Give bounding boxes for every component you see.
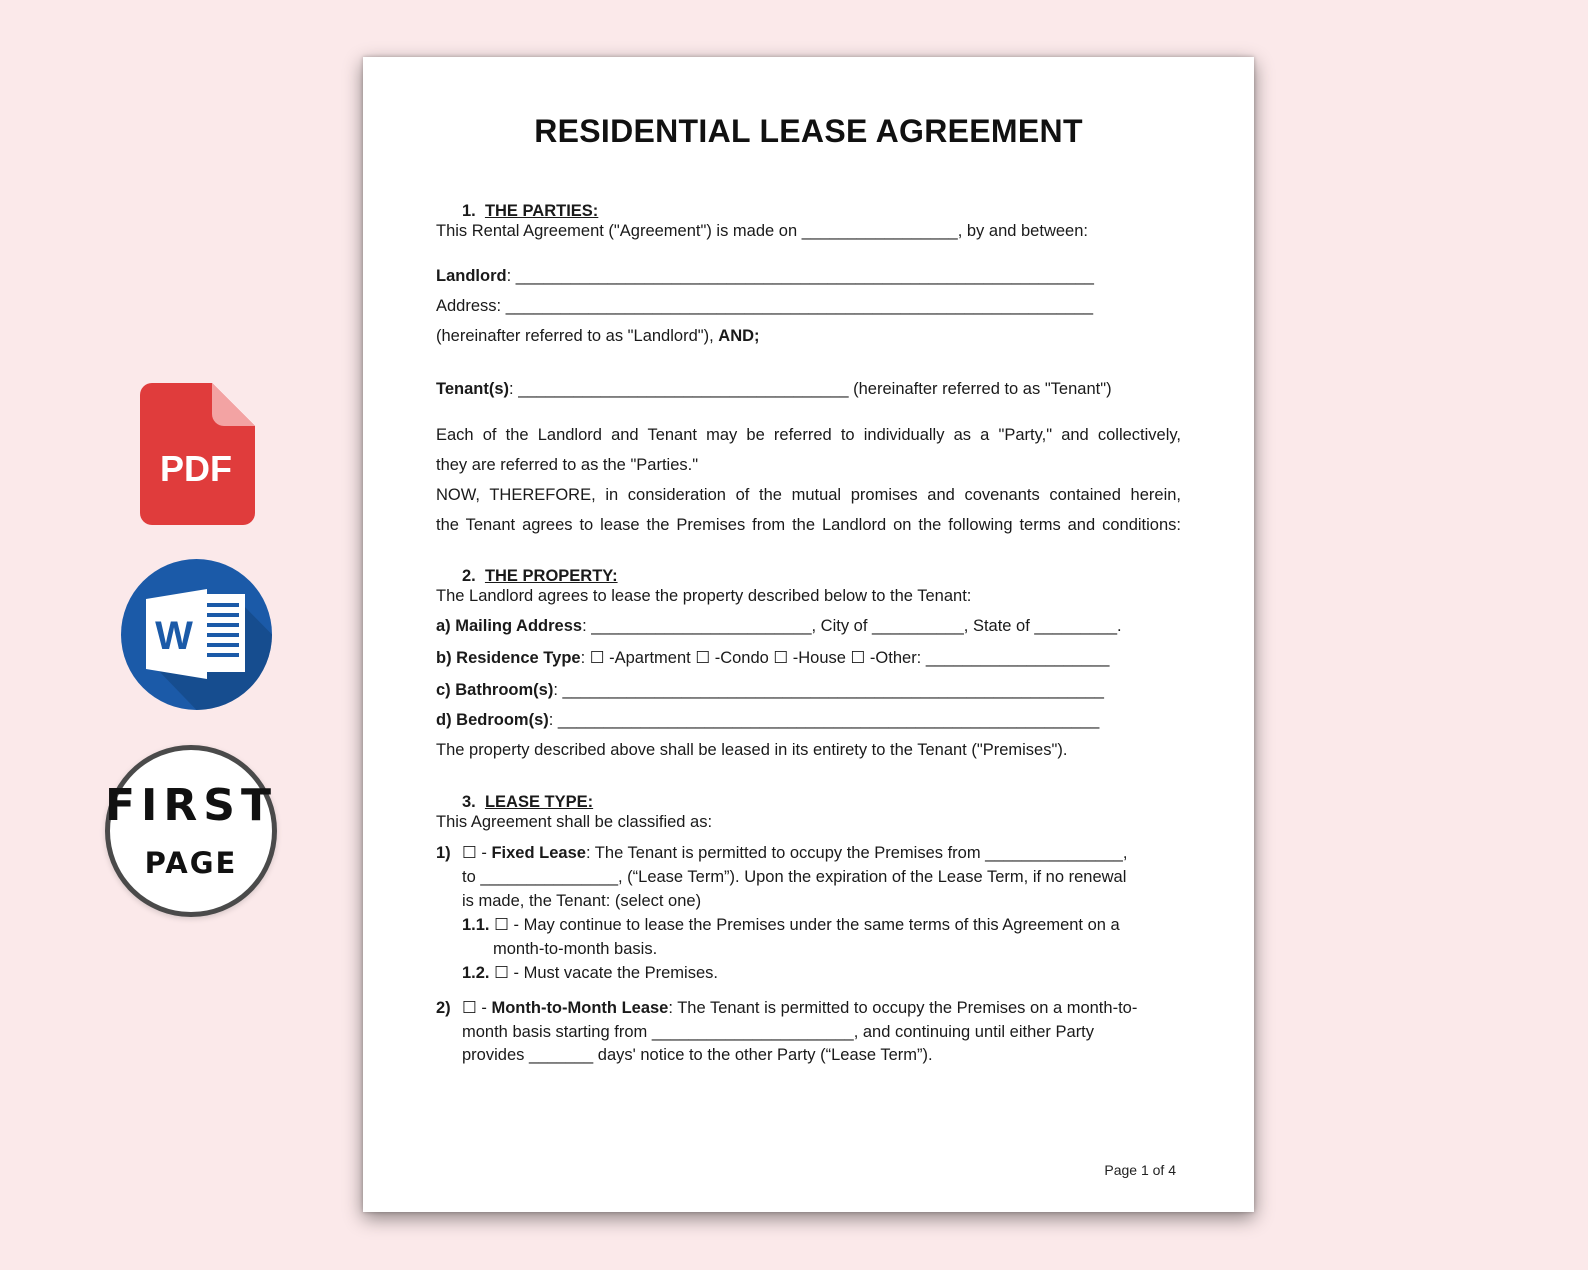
section-1-title: THE PARTIES: xyxy=(484,202,599,220)
bathrooms-blank: : ___________________________________________________________ xyxy=(553,681,1104,699)
mailing-address-label: a) Mailing Address xyxy=(436,617,583,635)
section-3-title: LEASE TYPE: xyxy=(484,793,594,811)
month-lease-checkbox[interactable]: ☐ - xyxy=(462,999,492,1017)
landlord-reference-text: (hereinafter referred to as "Landlord"), xyxy=(436,327,719,345)
and-text: AND; xyxy=(718,327,760,345)
first-page-badge xyxy=(105,745,277,917)
option-1-1-number: 1.1. xyxy=(462,916,490,934)
month-lease-line2: month basis starting from ______________________, and continuing until either Party xyxy=(462,1023,1095,1041)
section-1-heading xyxy=(462,201,598,221)
item-1-number: 1) xyxy=(436,844,451,862)
page-number: Page 1 of 4 xyxy=(1104,1162,1176,1178)
option-1-1-text[interactable]: ☐ - May continue to lease the Premises under the same terms of this Agreement on a xyxy=(489,916,1120,934)
landlord-field xyxy=(436,266,1094,286)
bathrooms-field xyxy=(436,680,1104,700)
mailing-address-blank: : ________________________, City of __________, State of _________. xyxy=(582,617,1122,635)
month-lease-label: Month-to-Month Lease xyxy=(491,999,669,1017)
residence-type-field xyxy=(436,648,1109,668)
section-2-intro: The Landlord agrees to lease the property described below to the Tenant: xyxy=(436,587,972,605)
tenant-blank: : ____________________________________ (hereinafter referred to as "Tenant") xyxy=(509,380,1112,398)
premises-statement: The property described above shall be leased in its entirety to the Tenant ("Premises"). xyxy=(436,741,1068,759)
mailing-address-field xyxy=(436,616,1122,636)
item-2-number: 2) xyxy=(436,999,451,1017)
option-1-2-text[interactable]: ☐ - Must vacate the Premises. xyxy=(489,964,718,982)
fixed-lease-checkbox[interactable]: ☐ - xyxy=(462,844,492,862)
document-title: RESIDENTIAL LEASE AGREEMENT xyxy=(534,113,1083,149)
fixed-lease-line2: to _______________, (“Lease Term”). Upon the expiration of the Lease Term, if no renewal xyxy=(462,868,1127,886)
document-page xyxy=(363,57,1254,1212)
section-2-number: 2. xyxy=(462,567,476,585)
landlord-label: Landlord xyxy=(436,267,507,285)
section-3-number: 3. xyxy=(462,793,476,811)
first-badge-line1: FIRST xyxy=(105,780,278,831)
landlord-reference xyxy=(436,326,760,346)
bedrooms-field xyxy=(436,710,1099,730)
parties-paragraph-line2: they are referred to as the "Parties." xyxy=(436,456,699,474)
residence-type-options: : ☐ -Apartment ☐ -Condo ☐ -House ☐ -Other: ____________________ xyxy=(580,649,1110,667)
therefore-paragraph-line2: the Tenant agrees to lease the Premises from the Landlord on the following terms and conditions: xyxy=(436,516,1181,534)
section-1-number: 1. xyxy=(462,202,476,220)
month-lease-text: : The Tenant is permitted to occupy the Premises on a month-to- xyxy=(668,999,1138,1017)
option-1-2-number: 1.2. xyxy=(462,964,490,982)
residence-type-label: b) Residence Type xyxy=(436,649,581,667)
bathrooms-label: c) Bathroom(s) xyxy=(436,681,554,699)
fixed-lease-text: : The Tenant is permitted to occupy the Premises from _______________, xyxy=(585,844,1128,862)
word-file-icon xyxy=(121,559,272,710)
section-3-intro: This Agreement shall be classified as: xyxy=(436,813,713,831)
section-2-heading xyxy=(462,566,618,586)
fixed-lease-line1 xyxy=(462,843,1127,863)
month-lease-line3: provides _______ days' notice to the other Party (“Lease Term”). xyxy=(462,1046,933,1064)
bedrooms-label: d) Bedroom(s) xyxy=(436,711,549,729)
option-1-1-line1 xyxy=(462,915,1120,935)
first-badge-line2: PAGE xyxy=(144,846,238,880)
address-field: Address: ________________________________________________________________ xyxy=(436,297,1093,315)
word-letter: W xyxy=(155,614,193,658)
section-3-heading xyxy=(462,792,593,812)
section-1-intro: This Rental Agreement ("Agreement") is made on _________________, by and between: xyxy=(436,222,1088,240)
parties-paragraph-line1: Each of the Landlord and Tenant may be referred to individually as a "Party," and collectively, xyxy=(436,426,1181,444)
pdf-label: PDF xyxy=(160,448,232,489)
month-lease-line1 xyxy=(462,998,1137,1018)
landlord-blank: : _______________________________________________________________ xyxy=(506,267,1094,285)
option-1-2-line xyxy=(462,963,718,983)
section-2-title: THE PROPERTY: xyxy=(484,567,618,585)
fixed-lease-label: Fixed Lease xyxy=(491,844,586,862)
therefore-paragraph-line1: NOW, THEREFORE, in consideration of the mutual promises and covenants contained herein, xyxy=(436,486,1181,504)
tenant-label: Tenant(s) xyxy=(436,380,510,398)
pdf-file-icon xyxy=(140,383,255,525)
tenant-field xyxy=(436,379,1112,399)
fixed-lease-line3: is made, the Tenant: (select one) xyxy=(462,892,702,910)
bedrooms-blank: : ___________________________________________________________ xyxy=(548,711,1100,729)
option-1-1-line2: month-to-month basis. xyxy=(493,940,658,958)
